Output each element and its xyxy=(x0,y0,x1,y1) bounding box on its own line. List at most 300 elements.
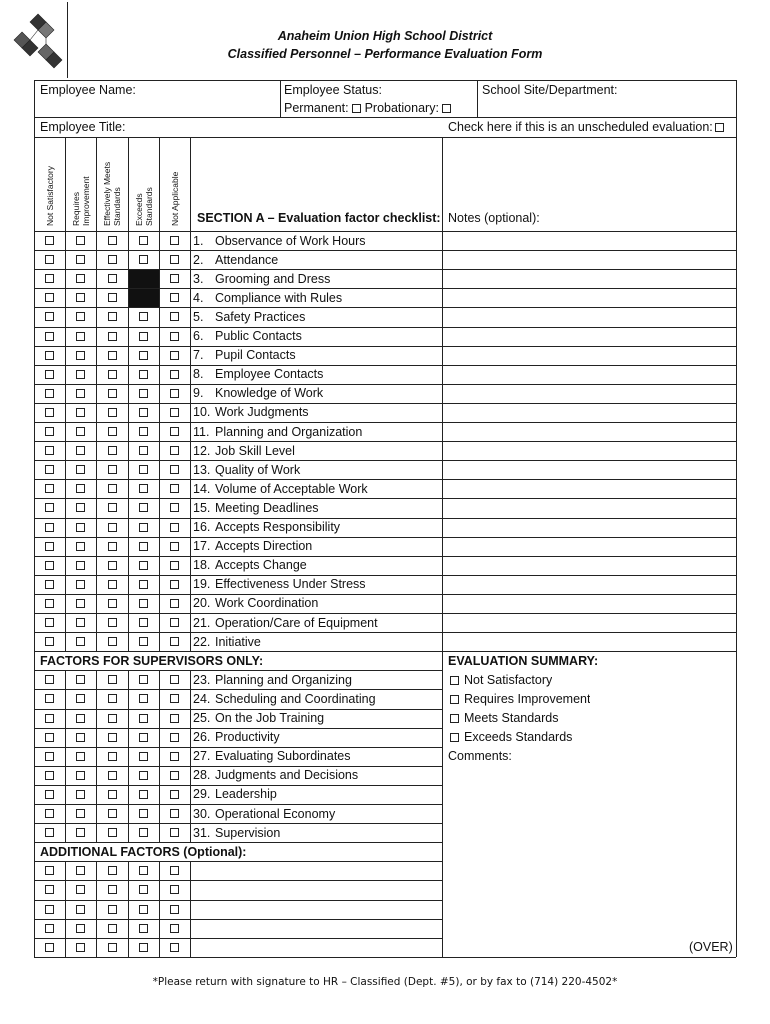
supervisor-factor-9-checkbox-1[interactable] xyxy=(45,828,54,837)
factor-14-checkbox-2[interactable] xyxy=(76,484,85,493)
factor-number: 3. xyxy=(193,271,204,286)
supervisor-factor-6-checkbox-5[interactable] xyxy=(170,771,179,780)
factor-20-checkbox-1[interactable] xyxy=(45,599,54,608)
column-line xyxy=(96,231,97,651)
factor-14-notes-field[interactable] xyxy=(443,480,735,497)
factor-11-checkbox-2[interactable] xyxy=(76,427,85,436)
column-line xyxy=(128,231,129,651)
factor-13-checkbox-5[interactable] xyxy=(170,465,179,474)
rating-column-header-line: Exceeds xyxy=(133,193,144,226)
factor-12-checkbox-4[interactable] xyxy=(139,446,148,455)
factor-20-checkbox-4[interactable] xyxy=(139,599,148,608)
factor-21-checkbox-1[interactable] xyxy=(45,618,54,627)
additional-factor-2-checkbox-1[interactable] xyxy=(45,885,54,894)
supervisor-factor-8-checkbox-4[interactable] xyxy=(139,809,148,818)
factor-8-label xyxy=(193,366,439,382)
summary-option-label: Requires Improvement xyxy=(464,691,591,706)
factor-14-checkbox-5[interactable] xyxy=(170,484,179,493)
supervisor-factor-3-label xyxy=(193,710,439,726)
factor-9-checkbox-5[interactable] xyxy=(170,389,179,398)
factor-10-checkbox-2[interactable] xyxy=(76,408,85,417)
factor-label: Productivity xyxy=(215,730,280,745)
factor-9-label xyxy=(193,385,439,401)
factor-number: 31. xyxy=(193,825,211,840)
factor-3-checkbox-1[interactable] xyxy=(45,274,54,283)
additional-factor-1-checkbox-5[interactable] xyxy=(170,866,179,875)
header-column-line xyxy=(190,137,191,231)
factor-number: 20. xyxy=(193,596,211,611)
unscheduled-evaluation: Check here if this is an unscheduled evaluation: xyxy=(448,119,724,135)
additional-factor-1-input[interactable] xyxy=(191,862,441,879)
additional-factor-1-checkbox-4[interactable] xyxy=(139,866,148,875)
supervisor-factor-6-checkbox-2[interactable] xyxy=(76,771,85,780)
factor-11-checkbox-4[interactable] xyxy=(139,427,148,436)
factor-number: 10. xyxy=(193,405,211,420)
supervisor-factor-9-checkbox-5[interactable] xyxy=(170,828,179,837)
probationary-checkbox[interactable] xyxy=(442,104,451,113)
factor-5-notes-field[interactable] xyxy=(443,308,735,325)
factor-15-checkbox-1[interactable] xyxy=(45,503,54,512)
rating-column-header-4 xyxy=(134,187,154,226)
supervisor-factor-5-checkbox-4[interactable] xyxy=(139,752,148,761)
factor-5-checkbox-1[interactable] xyxy=(45,312,54,321)
factor-12-checkbox-1[interactable] xyxy=(45,446,54,455)
factor-14-checkbox-3[interactable] xyxy=(108,484,117,493)
summary-option-label: Meets Standards xyxy=(464,711,559,725)
column-line xyxy=(159,231,160,651)
column-line xyxy=(190,861,191,957)
factor-13-checkbox-3[interactable] xyxy=(108,465,117,474)
factor-20-label xyxy=(193,595,439,611)
employee-name-field[interactable] xyxy=(40,98,276,115)
factor-17-checkbox-1[interactable] xyxy=(45,542,54,551)
district-name: Anaheim Union High School District xyxy=(277,29,493,43)
factor-16-checkbox-2[interactable] xyxy=(76,523,85,532)
factor-22-notes-field[interactable] xyxy=(443,633,735,650)
additional-factor-3-checkbox-1[interactable] xyxy=(45,905,54,914)
factor-15-checkbox-4[interactable] xyxy=(139,503,148,512)
factor-4-checkbox-1[interactable] xyxy=(45,293,54,302)
supervisor-factor-6-checkbox-4[interactable] xyxy=(139,771,148,780)
factor-number: 28. xyxy=(193,768,211,783)
factor-1-checkbox-5[interactable] xyxy=(170,236,179,245)
factor-7-notes-field[interactable] xyxy=(443,347,735,364)
factor-number: 5. xyxy=(193,309,204,324)
factor-22-checkbox-5[interactable] xyxy=(170,637,179,646)
site-divider xyxy=(477,80,478,117)
evaluation-summary-title: EVALUATION SUMMARY: xyxy=(448,653,599,668)
factor-7-checkbox-1[interactable] xyxy=(45,351,54,360)
row-line xyxy=(34,957,442,958)
supervisor-factor-7-checkbox-5[interactable] xyxy=(170,790,179,799)
additional-factor-4-checkbox-3[interactable] xyxy=(108,924,117,933)
supervisor-factor-5-checkbox-3[interactable] xyxy=(108,752,117,761)
supervisor-factor-1-checkbox-1[interactable] xyxy=(45,675,54,684)
column-line xyxy=(736,231,737,651)
supervisor-factor-1-checkbox-3[interactable] xyxy=(108,675,117,684)
factor-16-checkbox-4[interactable] xyxy=(139,523,148,532)
factor-11-notes-field[interactable] xyxy=(443,423,735,440)
supervisor-factor-1-checkbox-2[interactable] xyxy=(76,675,85,684)
unscheduled-checkbox[interactable] xyxy=(715,123,724,132)
factor-21-checkbox-4[interactable] xyxy=(139,618,148,627)
column-line xyxy=(34,842,35,861)
factor-9-checkbox-1[interactable] xyxy=(45,389,54,398)
column-line xyxy=(736,651,737,670)
factor-19-checkbox-2[interactable] xyxy=(76,580,85,589)
factor-number: 9. xyxy=(193,386,204,401)
factor-number: 2. xyxy=(193,252,204,267)
factor-number: 26. xyxy=(193,730,211,745)
factor-17-checkbox-4[interactable] xyxy=(139,542,148,551)
supervisor-factor-7-checkbox-2[interactable] xyxy=(76,790,85,799)
factor-12-label xyxy=(193,443,439,459)
factor-13-checkbox-1[interactable] xyxy=(45,465,54,474)
summary-option-checkbox[interactable] xyxy=(450,676,459,685)
factor-22-checkbox-3[interactable] xyxy=(108,637,117,646)
factor-5-checkbox-5[interactable] xyxy=(170,312,179,321)
supervisor-factor-3-checkbox-1[interactable] xyxy=(45,714,54,723)
factor-number: 21. xyxy=(193,615,211,630)
supervisor-factor-3-checkbox-2[interactable] xyxy=(76,714,85,723)
factor-2-checkbox-4[interactable] xyxy=(139,255,148,264)
title-row-divider xyxy=(34,137,736,138)
factor-12-checkbox-5[interactable] xyxy=(170,446,179,455)
factor-10-checkbox-3[interactable] xyxy=(108,408,117,417)
factor-10-checkbox-5[interactable] xyxy=(170,408,179,417)
factor-9-checkbox-3[interactable] xyxy=(108,389,117,398)
additional-factor-4-input[interactable] xyxy=(191,920,441,937)
factor-6-notes-field[interactable] xyxy=(443,328,735,345)
additional-factor-5-input[interactable] xyxy=(191,939,441,956)
factor-18-checkbox-2[interactable] xyxy=(76,561,85,570)
supervisor-factor-3-checkbox-3[interactable] xyxy=(108,714,117,723)
additional-factor-4-checkbox-4[interactable] xyxy=(139,924,148,933)
supervisor-factor-1-checkbox-5[interactable] xyxy=(170,675,179,684)
factor-18-label xyxy=(193,557,439,573)
factor-2-checkbox-3[interactable] xyxy=(108,255,117,264)
factor-number: 11. xyxy=(193,424,210,439)
factor-number: 17. xyxy=(193,539,211,554)
supervisor-factor-3-checkbox-5[interactable] xyxy=(170,714,179,723)
supervisor-factor-4-checkbox-1[interactable] xyxy=(45,733,54,742)
rating-column-header-line: Standards xyxy=(143,187,154,226)
factor-17-checkbox-2[interactable] xyxy=(76,542,85,551)
factor-21-notes-field[interactable] xyxy=(443,614,735,631)
supervisor-factor-6-checkbox-1[interactable] xyxy=(45,771,54,780)
supervisor-factor-4-checkbox-3[interactable] xyxy=(108,733,117,742)
additional-factor-5-checkbox-4[interactable] xyxy=(139,943,148,952)
factor-1-checkbox-3[interactable] xyxy=(108,236,117,245)
supervisor-factor-9-checkbox-3[interactable] xyxy=(108,828,117,837)
header-column-line xyxy=(96,137,97,231)
supervisor-factor-5-checkbox-2[interactable] xyxy=(76,752,85,761)
additional-factor-4-checkbox-2[interactable] xyxy=(76,924,85,933)
additional-factor-2-checkbox-3[interactable] xyxy=(108,885,117,894)
factor-8-checkbox-4[interactable] xyxy=(139,370,148,379)
factor-label: Work Coordination xyxy=(215,596,319,611)
factor-16-checkbox-5[interactable] xyxy=(170,523,179,532)
factor-10-checkbox-4[interactable] xyxy=(139,408,148,417)
factor-21-checkbox-3[interactable] xyxy=(108,618,117,627)
summary-option-2 xyxy=(450,691,590,707)
employee-title-label: Employee Title: xyxy=(40,120,126,134)
factor-4-checkbox-2[interactable] xyxy=(76,293,85,302)
additional-factor-1-checkbox-3[interactable] xyxy=(108,866,117,875)
supervisor-factor-8-checkbox-2[interactable] xyxy=(76,809,85,818)
supervisor-factor-4-label xyxy=(193,729,439,745)
supervisor-factor-9-checkbox-4[interactable] xyxy=(139,828,148,837)
form-left-border xyxy=(34,80,35,137)
factor-label: Safety Practices xyxy=(215,309,306,324)
factor-10-checkbox-1[interactable] xyxy=(45,408,54,417)
supervisor-factor-4-checkbox-4[interactable] xyxy=(139,733,148,742)
factor-15-checkbox-2[interactable] xyxy=(76,503,85,512)
factor-19-notes-field[interactable] xyxy=(443,576,735,593)
form-bottom-border xyxy=(442,957,736,958)
factor-20-checkbox-2[interactable] xyxy=(76,599,85,608)
factor-12-checkbox-2[interactable] xyxy=(76,446,85,455)
factor-number: 16. xyxy=(193,520,211,534)
supervisor-factor-5-label xyxy=(193,748,439,764)
supervisor-factor-5-checkbox-5[interactable] xyxy=(170,752,179,761)
factor-16-notes-field[interactable] xyxy=(443,519,735,536)
supervisor-factors-header: FACTORS FOR SUPERVISORS ONLY: xyxy=(40,653,264,668)
factor-7-checkbox-3[interactable] xyxy=(108,351,117,360)
factor-11-checkbox-1[interactable] xyxy=(45,427,54,436)
supervisor-factor-9-checkbox-2[interactable] xyxy=(76,828,85,837)
supervisor-factor-2-checkbox-2[interactable] xyxy=(76,694,85,703)
column-line xyxy=(65,670,66,842)
factor-2-checkbox-1[interactable] xyxy=(45,255,54,264)
factor-3-checkbox-2[interactable] xyxy=(76,274,85,283)
supervisor-factor-1-label xyxy=(193,672,439,688)
factor-4-notes-field[interactable] xyxy=(443,289,735,306)
supervisor-factor-1-checkbox-4[interactable] xyxy=(139,675,148,684)
factor-18-notes-field[interactable] xyxy=(443,557,735,574)
factor-2-label xyxy=(193,252,439,268)
factor-12-notes-field[interactable] xyxy=(443,442,735,459)
factor-number: 12. xyxy=(193,443,211,458)
supervisor-factor-2-checkbox-4[interactable] xyxy=(139,694,148,703)
additional-factor-4-checkbox-5[interactable] xyxy=(170,924,179,933)
additional-factor-3-checkbox-4[interactable] xyxy=(139,905,148,914)
supervisor-factor-8-checkbox-1[interactable] xyxy=(45,809,54,818)
additional-factor-2-checkbox-5[interactable] xyxy=(170,885,179,894)
factor-6-checkbox-3[interactable] xyxy=(108,332,117,341)
factor-19-checkbox-5[interactable] xyxy=(170,580,179,589)
factor-4-checkbox-3[interactable] xyxy=(108,293,117,302)
comments-field[interactable] xyxy=(443,766,735,937)
factor-20-checkbox-3[interactable] xyxy=(108,599,117,608)
additional-factor-5-checkbox-5[interactable] xyxy=(170,943,179,952)
form-top-border xyxy=(34,80,736,81)
factor-8-checkbox-2[interactable] xyxy=(76,370,85,379)
factor-3-notes-field[interactable] xyxy=(443,270,735,287)
factor-7-checkbox-5[interactable] xyxy=(170,351,179,360)
additional-factors-header: ADDITIONAL FACTORS (Optional): xyxy=(40,844,247,859)
factor-16-checkbox-1[interactable] xyxy=(45,523,54,532)
supervisor-factor-8-checkbox-3[interactable] xyxy=(108,809,117,818)
factor-2-checkbox-5[interactable] xyxy=(170,255,179,264)
factor-label: Leadership xyxy=(215,787,277,802)
factor-17-checkbox-5[interactable] xyxy=(170,542,179,551)
supervisor-factor-4-checkbox-5[interactable] xyxy=(170,733,179,742)
supervisor-factor-2-checkbox-3[interactable] xyxy=(108,694,117,703)
factor-6-checkbox-5[interactable] xyxy=(170,332,179,341)
supervisor-factor-2-checkbox-5[interactable] xyxy=(170,694,179,703)
factor-label: Compliance with Rules xyxy=(215,290,343,305)
factor-1-notes-field[interactable] xyxy=(443,232,735,249)
factor-9-notes-field[interactable] xyxy=(443,385,735,402)
supervisor-factor-2-label xyxy=(193,691,439,707)
additional-factor-3-input[interactable] xyxy=(191,901,441,918)
factor-6-checkbox-1[interactable] xyxy=(45,332,54,341)
supervisor-factor-7-checkbox-1[interactable] xyxy=(45,790,54,799)
factor-8-checkbox-5[interactable] xyxy=(170,370,179,379)
factor-17-label xyxy=(193,538,439,554)
additional-factor-2-checkbox-2[interactable] xyxy=(76,885,85,894)
additional-factor-3-checkbox-2[interactable] xyxy=(76,905,85,914)
factor-13-checkbox-4[interactable] xyxy=(139,465,148,474)
factor-21-checkbox-2[interactable] xyxy=(76,618,85,627)
factor-6-checkbox-4[interactable] xyxy=(139,332,148,341)
factor-15-checkbox-5[interactable] xyxy=(170,503,179,512)
factor-14-checkbox-4[interactable] xyxy=(139,484,148,493)
summary-option-checkbox[interactable] xyxy=(450,695,459,704)
factor-13-notes-field[interactable] xyxy=(443,461,735,478)
factor-label: Accepts Change xyxy=(215,558,307,573)
additional-factor-5-checkbox-1[interactable] xyxy=(45,943,54,952)
factor-7-checkbox-4[interactable] xyxy=(139,351,148,360)
additional-factor-3-checkbox-3[interactable] xyxy=(108,905,117,914)
factor-6-checkbox-2[interactable] xyxy=(76,332,85,341)
supervisor-factor-2-checkbox-1[interactable] xyxy=(45,694,54,703)
factor-number: 7. xyxy=(193,348,204,363)
factor-18-checkbox-4[interactable] xyxy=(139,561,148,570)
factor-9-checkbox-2[interactable] xyxy=(76,389,85,398)
factor-11-checkbox-5[interactable] xyxy=(170,427,179,436)
supervisor-factor-8-checkbox-5[interactable] xyxy=(170,809,179,818)
factor-3-label xyxy=(193,271,439,287)
factor-20-notes-field[interactable] xyxy=(443,595,735,612)
factor-number: 15. xyxy=(193,500,211,515)
factor-5-checkbox-3[interactable] xyxy=(108,312,117,321)
info-row-divider xyxy=(34,117,736,118)
factor-19-checkbox-3[interactable] xyxy=(108,580,117,589)
factor-19-checkbox-4[interactable] xyxy=(139,580,148,589)
factor-13-checkbox-2[interactable] xyxy=(76,465,85,474)
factor-5-checkbox-2[interactable] xyxy=(76,312,85,321)
factor-label: Volume of Acceptable Work xyxy=(215,481,368,496)
factor-17-notes-field[interactable] xyxy=(443,538,735,555)
factor-8-checkbox-1[interactable] xyxy=(45,370,54,379)
factor-6-label xyxy=(193,328,439,344)
factor-12-checkbox-3[interactable] xyxy=(108,446,117,455)
supervisor-factor-3-checkbox-4[interactable] xyxy=(139,714,148,723)
factor-2-checkbox-2[interactable] xyxy=(76,255,85,264)
factor-22-checkbox-2[interactable] xyxy=(76,637,85,646)
factor-5-checkbox-4[interactable] xyxy=(139,312,148,321)
factor-15-label xyxy=(193,500,439,516)
factor-15-checkbox-3[interactable] xyxy=(108,503,117,512)
factor-4-checkbox-5[interactable] xyxy=(170,293,179,302)
form-title: Classified Personnel – Performance Evaluation Form xyxy=(227,47,543,61)
factor-7-label xyxy=(193,347,439,363)
additional-factor-2-input[interactable] xyxy=(191,881,441,898)
factor-label: Grooming and Dress xyxy=(215,271,331,286)
factor-label: Job Skill Level xyxy=(215,443,295,458)
factor-18-checkbox-1[interactable] xyxy=(45,561,54,570)
factor-label: Accepts Responsibility xyxy=(215,520,341,534)
factor-17-checkbox-3[interactable] xyxy=(108,542,117,551)
factor-19-checkbox-1[interactable] xyxy=(45,580,54,589)
supervisor-factor-6-checkbox-3[interactable] xyxy=(108,771,117,780)
factor-22-checkbox-4[interactable] xyxy=(139,637,148,646)
factor-3-checkbox-5[interactable] xyxy=(170,274,179,283)
factor-11-checkbox-3[interactable] xyxy=(108,427,117,436)
additional-factor-5-checkbox-3[interactable] xyxy=(108,943,117,952)
additional-factor-1-checkbox-1[interactable] xyxy=(45,866,54,875)
rating-column-header-line: Effectively Meets xyxy=(102,161,112,226)
column-line xyxy=(128,861,129,957)
factor-label: Effectiveness Under Stress xyxy=(215,577,366,592)
factor-15-notes-field[interactable] xyxy=(443,499,735,516)
factor-7-checkbox-2[interactable] xyxy=(76,351,85,360)
factor-8-checkbox-3[interactable] xyxy=(108,370,117,379)
additional-factor-5-checkbox-2[interactable] xyxy=(76,943,85,952)
factor-label: Supervision xyxy=(215,825,281,840)
factor-8-notes-field[interactable] xyxy=(443,366,735,383)
factor-number: 30. xyxy=(193,806,211,821)
supervisor-factor-5-checkbox-1[interactable] xyxy=(45,752,54,761)
factor-2-notes-field[interactable] xyxy=(443,251,735,268)
factor-1-checkbox-2[interactable] xyxy=(76,236,85,245)
permanent-checkbox[interactable] xyxy=(352,104,361,113)
supervisor-factor-4-checkbox-2[interactable] xyxy=(76,733,85,742)
factor-18-checkbox-3[interactable] xyxy=(108,561,117,570)
summary-option-checkbox[interactable] xyxy=(450,714,459,723)
factor-1-checkbox-1[interactable] xyxy=(45,236,54,245)
factor-label: Quality of Work xyxy=(215,462,301,477)
factor-22-checkbox-1[interactable] xyxy=(45,637,54,646)
summary-option-3 xyxy=(450,710,559,726)
factor-20-checkbox-5[interactable] xyxy=(170,599,179,608)
factor-9-checkbox-4[interactable] xyxy=(139,389,148,398)
employee-name-label: Employee Name: xyxy=(40,83,136,97)
factor-label: Initiative xyxy=(215,634,261,649)
summary-option-checkbox[interactable] xyxy=(450,733,459,742)
employee-status-options: Permanent: Probationary: xyxy=(284,100,451,116)
column-line xyxy=(34,670,35,842)
supervisor-factor-7-checkbox-3[interactable] xyxy=(108,790,117,799)
factor-21-checkbox-5[interactable] xyxy=(170,618,179,627)
factor-14-checkbox-1[interactable] xyxy=(45,484,54,493)
column-line xyxy=(442,231,443,651)
rating-column-header-line: Requires xyxy=(70,191,81,226)
additional-factor-1-checkbox-2[interactable] xyxy=(76,866,85,875)
factor-1-checkbox-4[interactable] xyxy=(139,236,148,245)
factor-16-checkbox-3[interactable] xyxy=(108,523,117,532)
factor-18-checkbox-5[interactable] xyxy=(170,561,179,570)
additional-factor-2-checkbox-4[interactable] xyxy=(139,885,148,894)
additional-factor-4-checkbox-1[interactable] xyxy=(45,924,54,933)
additional-factor-3-checkbox-5[interactable] xyxy=(170,905,179,914)
factor-number: 25. xyxy=(193,711,211,725)
factor-10-notes-field[interactable] xyxy=(443,404,735,421)
supervisor-factor-7-checkbox-4[interactable] xyxy=(139,790,148,799)
factor-3-checkbox-3[interactable] xyxy=(108,274,117,283)
